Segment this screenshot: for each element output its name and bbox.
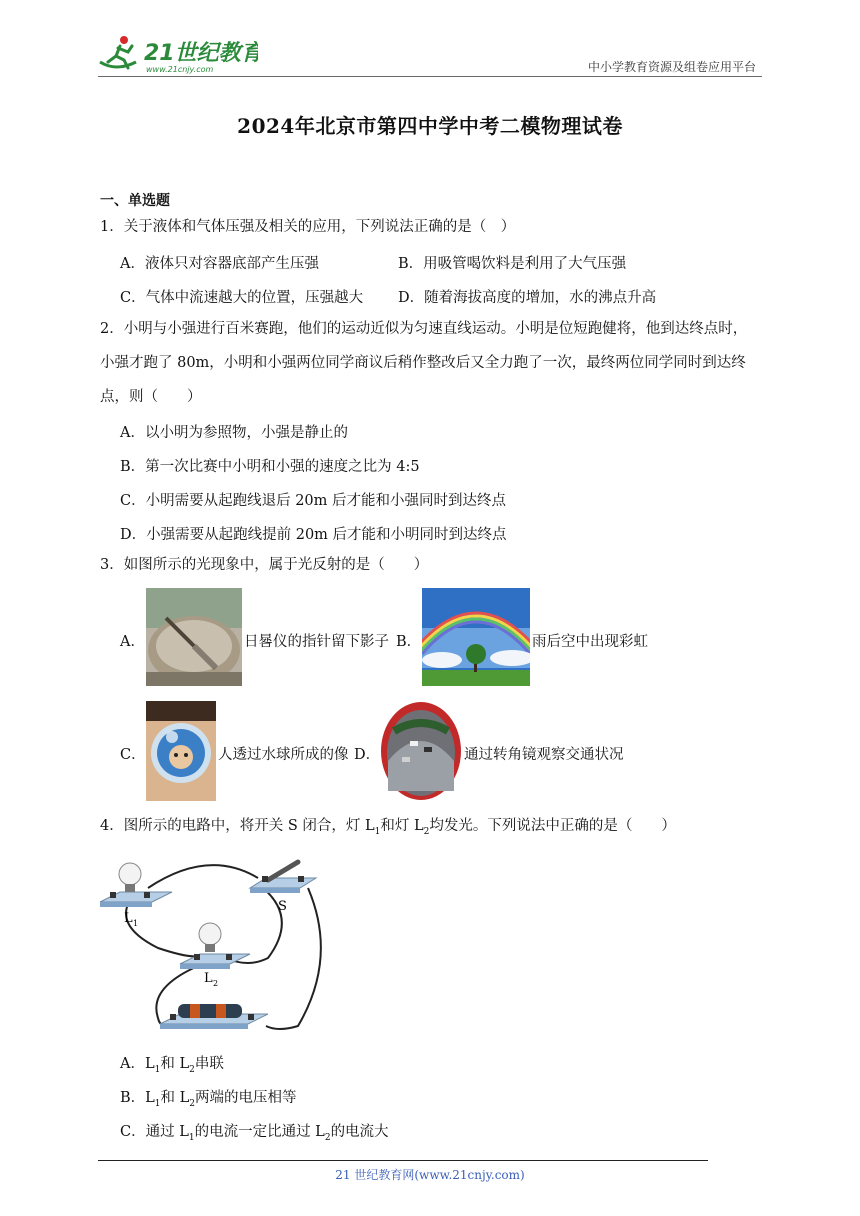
- q3-option-a-label: A．: [120, 634, 145, 650]
- section-heading: 一、单选题: [100, 193, 170, 209]
- circuit-diagram: [98, 848, 338, 1038]
- q3-option-c-label: C．: [120, 747, 146, 763]
- q4-option-c: [120, 1120, 389, 1143]
- rainbow-image: [422, 588, 530, 686]
- q3-option-c-text: 人透过水球所成的像: [218, 747, 349, 763]
- q3-option-b-text: 雨后空中出现彩虹: [532, 634, 648, 650]
- q4-stem-pre: 4．图所示的电路中，将开关 S 闭合，灯 L: [100, 818, 375, 834]
- convex-mirror-image: [380, 701, 462, 801]
- q4-a-sub2: 2: [189, 1064, 195, 1075]
- q4-c-sub2: 2: [324, 1132, 331, 1143]
- q4-c-sub1: 1: [188, 1132, 195, 1143]
- q3-option-b-label: B．: [396, 634, 422, 650]
- label-s: S: [278, 899, 287, 914]
- platform-name: 中小学教育资源及组卷应用平台: [587, 60, 756, 74]
- q3-option-d-text: 通过转角镜观察交通状况: [464, 747, 624, 763]
- label-l2-sub: 2: [213, 979, 219, 988]
- q1-option-b: B．用吸管喝饮料是利用了大气压强: [398, 256, 627, 272]
- q2-option-c: C．小明需要从起跑线退后 20m 后才能和小强同时到达终点: [120, 493, 507, 509]
- water-ball-image: [146, 701, 216, 801]
- question-4-stem: [100, 809, 765, 849]
- q2-option-a: A．以小明为参照物，小强是静止的: [120, 425, 348, 441]
- q4-stem-mid: 和灯 L: [380, 818, 424, 834]
- q4-b-pre: B．L: [120, 1090, 155, 1106]
- q4-b-post: 两端的电压相等: [195, 1090, 297, 1106]
- q4-sub-1: 1: [374, 826, 381, 837]
- q4-option-a: [120, 1052, 224, 1075]
- q4-a-mid: 和 L: [160, 1056, 190, 1072]
- logo-url: www.21cnjy.com: [146, 65, 214, 74]
- q4-sub-2: 2: [423, 826, 430, 837]
- question-1-stem: 1．关于液体和气体压强及相关的应用，下列说法正确的是（ ）: [100, 219, 516, 235]
- logo-text: 21世纪教育: [144, 41, 258, 66]
- q2-option-d: D．小强需要从起跑线提前 20m 后才能和小明同时到达终点: [120, 527, 507, 543]
- q4-stem-post: 均发光。下列说法中正确的是（ ）: [429, 818, 676, 834]
- q3-option-d-label: D．: [354, 747, 381, 763]
- q4-b-mid: 和 L: [160, 1090, 190, 1106]
- sundial-image: [146, 588, 242, 686]
- q4-a-sub1: 1: [154, 1064, 161, 1075]
- q4-c-post: 的电流大: [330, 1124, 389, 1140]
- label-l1: L: [124, 911, 133, 926]
- q4-b-sub2: 2: [189, 1098, 196, 1109]
- label-l2: L: [204, 971, 213, 986]
- question-2-line-2: 小强才跑了 80m，小明和小强两位同学商议后稍作整改后又全力跑了一次，最终两位同学同时到达终: [100, 355, 746, 371]
- q2-option-b: B．第一次比赛中小明和小强的速度之比为 4:5: [120, 459, 420, 475]
- question-2-line-3: 点，则（ ）: [100, 389, 202, 405]
- footer-text[interactable]: 21 世纪教育网(www.21cnjy.com): [335, 1168, 525, 1182]
- q1-option-a: A．液体只对容器底部产生压强: [120, 256, 319, 272]
- footer-divider: [98, 1160, 708, 1161]
- site-logo: [96, 32, 258, 76]
- q4-a-post: 串联: [194, 1056, 224, 1072]
- header-divider: [98, 76, 762, 77]
- q4-a-pre: A．L: [120, 1056, 155, 1072]
- question-3-stem: 3．如图所示的光现象中，属于光反射的是（ ）: [100, 557, 429, 573]
- q4-c-mid: 的电流一定比通过 L: [194, 1124, 325, 1140]
- q4-c-pre: C．通过 L: [120, 1124, 189, 1140]
- q1-option-d: D．随着海拔高度的增加，水的沸点升高: [398, 290, 657, 306]
- q4-option-b: [120, 1086, 297, 1109]
- question-2-line-1: 2．小明与小强进行百米赛跑，他们的运动近似为匀速直线运动。小明是位短跑健将，他到达终点时，: [100, 321, 748, 337]
- page-title: 2024年北京市第四中学中考二模物理试卷: [237, 114, 623, 138]
- q1-option-c: C．气体中流速越大的位置，压强越大: [120, 290, 364, 306]
- q4-b-sub1: 1: [154, 1098, 161, 1109]
- q3-option-a-text: 日晷仪的指针留下影子: [244, 634, 389, 650]
- label-l1-sub: 1: [133, 919, 139, 928]
